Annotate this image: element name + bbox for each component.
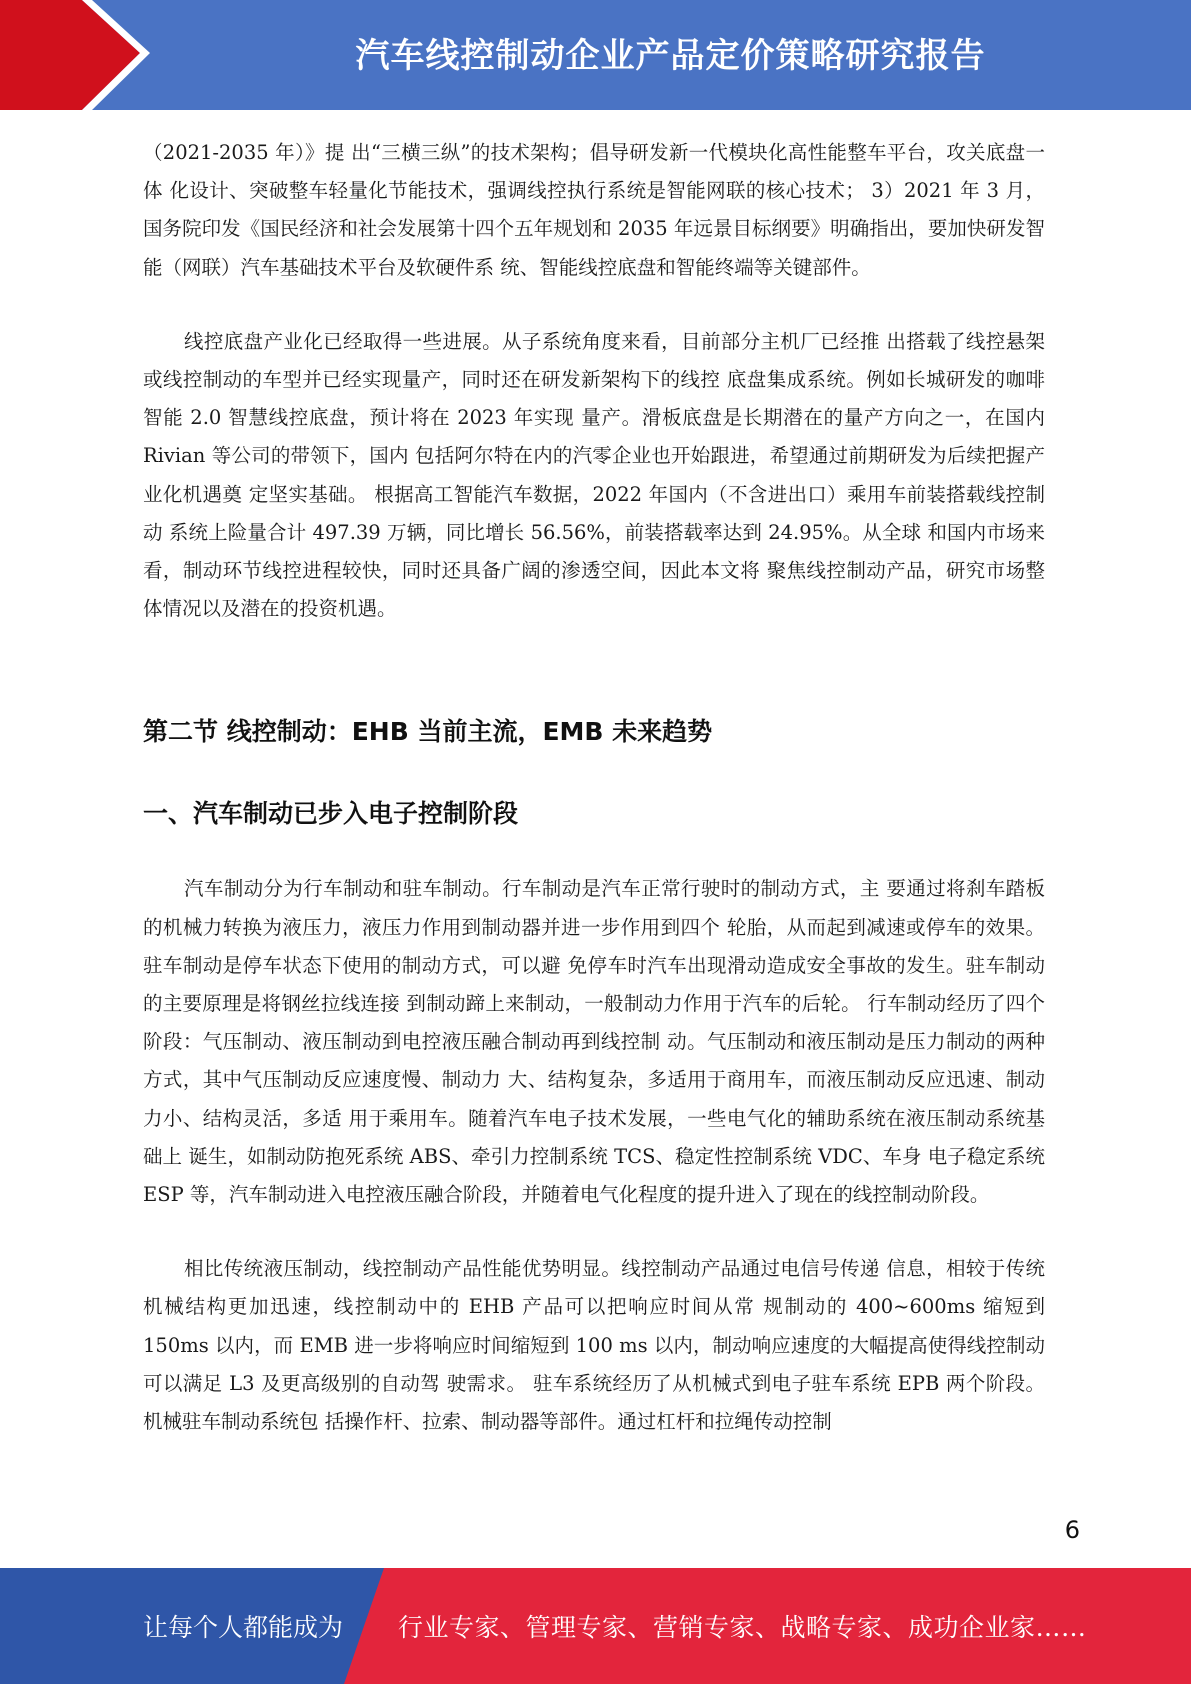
report-title: 汽车线控制动企业产品定价策略研究报告 — [355, 35, 986, 76]
page-footer — [0, 1568, 1191, 1684]
section-heading: 第二节 线控制动：EHB 当前主流，EMB 未来趋势 — [143, 717, 713, 747]
document-body — [143, 134, 1045, 1441]
subsection-heading: 一、汽车制动已步入电子控制阶段 — [143, 799, 519, 829]
paragraph-performance-advantage: 相比传统液压制动，线控制动产品性能优势明显。线控制动产品通过电信号传递 信息，相较于传统机械结构更加迅速，线控制动中的 EHB 产品可以把响应时间从常 规制动的 400~600ms 缩短到 150ms 以内，而 EMB 进一步将响应时间缩短到 100 ms 以内，制动响应速度的大幅提高使得线控制动可以满足 L3 及更高级别的自动驾 驶需求。 驻车系统经历了从机械式到电子驻车系统 EPB 两个阶段。机械驻车制动系统包 括操作杆、拉索、制动器等部件。通过杠杆和拉绳传动控制 — [143, 1257, 1045, 1434]
header-arrow-decoration — [0, 0, 150, 110]
page-header — [0, 0, 1191, 110]
paragraph-industrialization: 线控底盘产业化已经取得一些进展。从子系统角度来看，目前部分主机厂已经推 出搭载了线控悬架或线控制动的车型并已经实现量产，同时还在研发新架构下的线控 底盘集成系统。例如长城研发的咖啡智能 2.0 智慧线控底盘，预计将在 2023 年实现 量产。滑板底盘是长期潜在的量产方向之一，在国内 Rivian 等公司的带领下，国内 包括阿尔特在内的汽零企业也开始跟进，希望通过前期研发为后续把握产业化机遇奠 定坚实基础。 根据高工智能汽车数据，2022 年国内（不含进出口）乘用车前装搭载线控制动 系统上险量合计 497.39 万辆，同比增长 56.56%，前装搭载率达到 24.95%。从全球 和国内市场来看，制动环节线控进程较快，同时还具备广阔的渗透空间，因此本文将 聚焦线控制动产品，研究市场整体情况以及潜在的投资机遇。 — [143, 329, 1045, 621]
paragraph-policy-continuation: （2021-2035 年）》提 出“三横三纵”的技术架构；倡导研发新一代模块化高性能整车平台，攻关底盘一体 化设计、突破整车轻量化节能技术，强调线控执行系统是智能网联的核心技术； 3）2021 年 3 月，国务院印发《国民经济和社会发展第十四个五年规划和 2035 年远景目标纲要》明确指出，要加快研发智能（网联）汽车基础技术平台及软硬件系 统、智能线控底盘和智能终端等关键部件。 — [143, 141, 1045, 279]
footer-slogan-left: 让每个人都能成为 — [143, 1613, 344, 1642]
page-number: 6 — [1064, 1516, 1080, 1544]
footer-slogan-right: 行业专家、管理专家、营销专家、战略专家、成功企业家…… — [398, 1613, 1087, 1642]
paragraph-braking-types: 汽车制动分为行车制动和驻车制动。行车制动是汽车正常行驶时的制动方式，主 要通过将刹车踏板的机械力转换为液压力，液压力作用到制动器并进一步作用到四个 轮胎，从而起到减速或停车的效果。驻车制动是停车状态下使用的制动方式，可以避 免停车时汽车出现滑动造成安全事故的发生。驻车制动的主要原理是将钢丝拉线连接 到制动蹄上来制动，一般制动力作用于汽车的后轮。 行车制动经历了四个阶段：气压制动、液压制动到电控液压融合制动再到线控制 动。气压制动和液压制动是压力制动的两种方式，其中气压制动反应速度慢、制动力 大、结构复杂，多适用于商用车，而液压制动反应迅速、制动力小、结构灵活，多适 用于乘用车。随着汽车电子技术发展，一些电气化的辅助系统在液压制动系统基础上 诞生，如制动防抱死系统 ABS、牵引力控制系统 TCS、稳定性控制系统 VDC、车身 电子稳定系统 ESP 等，汽车制动进入电控液压融合阶段，并随着电气化程度的提升进入了现在的线控制动阶段。 — [143, 877, 1045, 1207]
